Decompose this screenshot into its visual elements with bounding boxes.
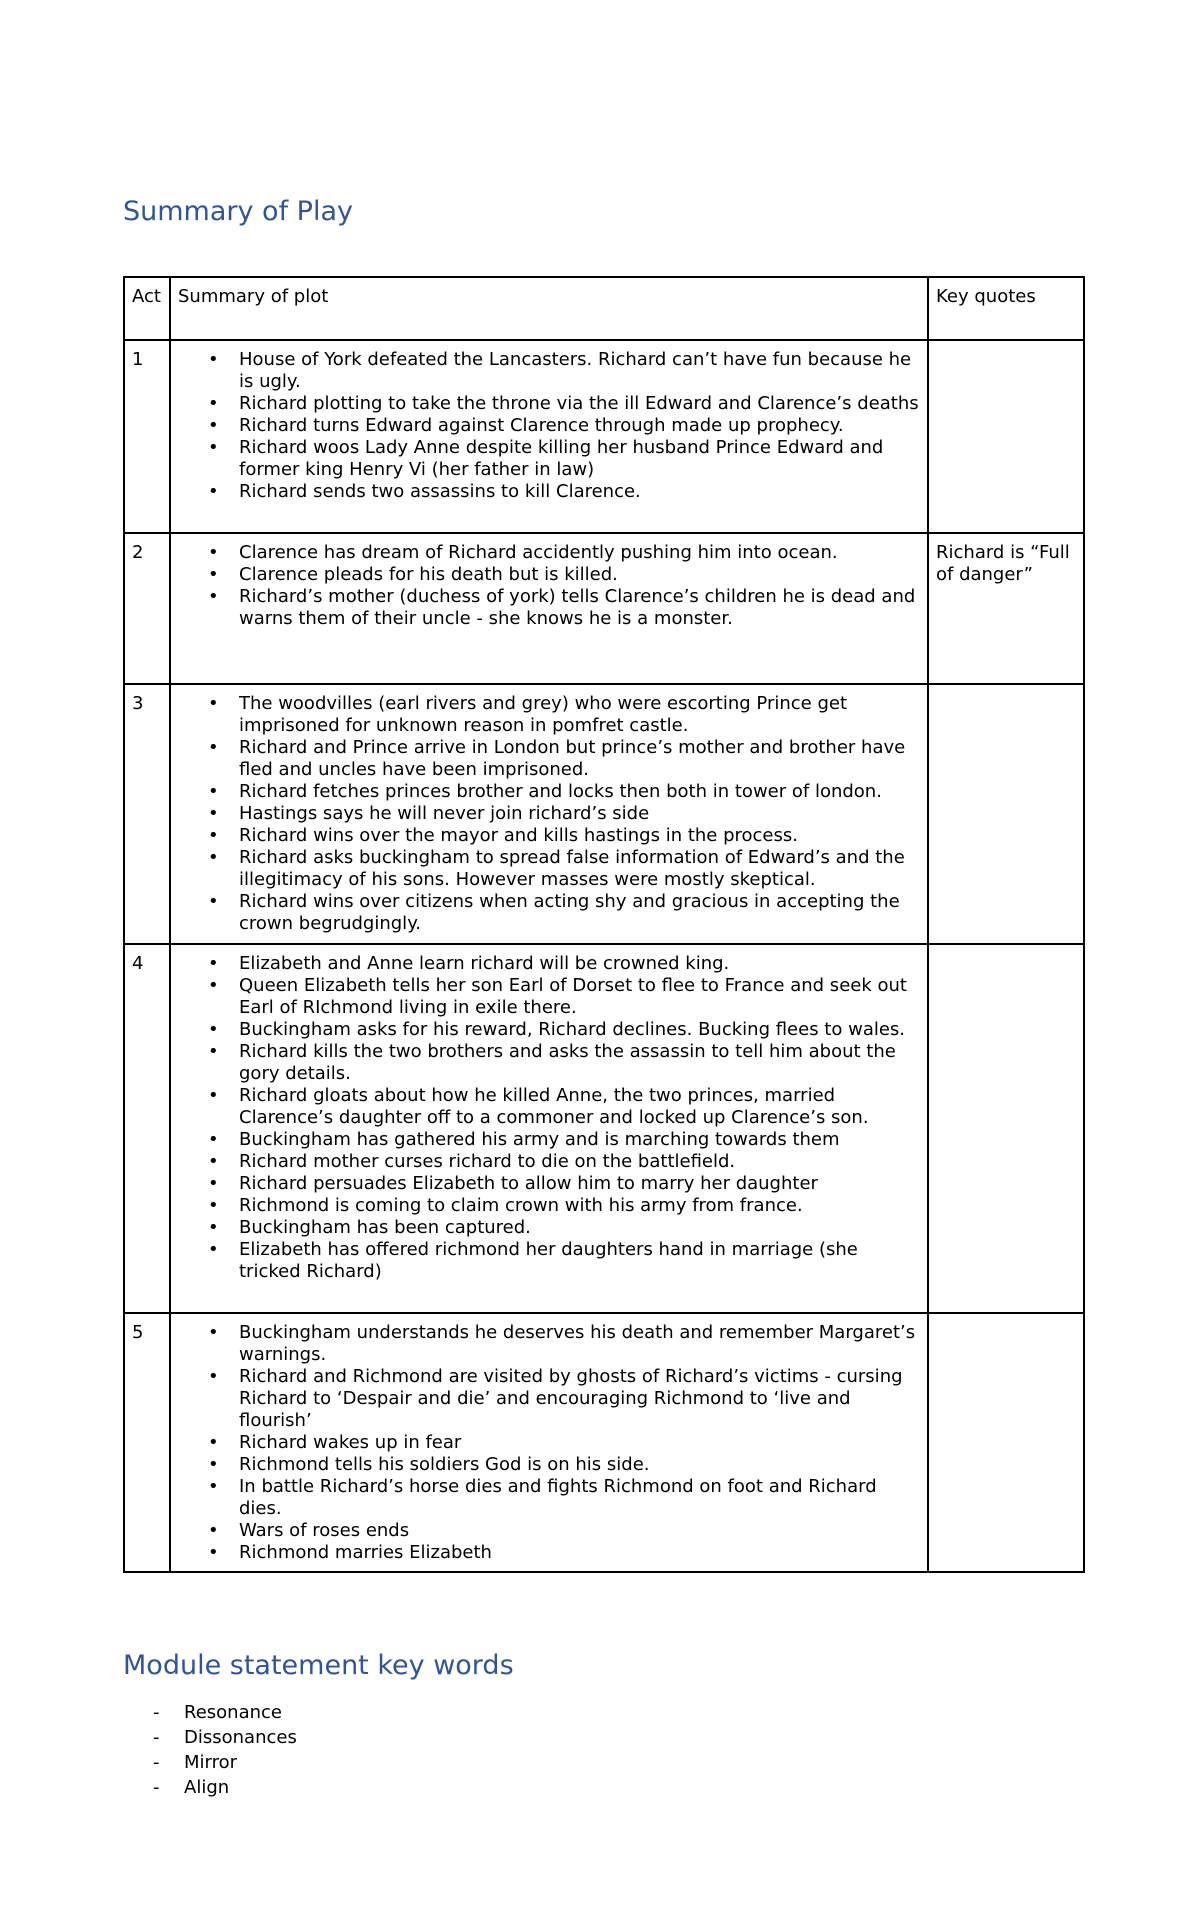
table-row [124,684,1084,944]
header-summary: Summary of plot [170,277,928,340]
key-quote [928,340,1084,533]
list-item: • Richmond is coming to claim crown with his army from france. [239,1195,920,1217]
list-item: - Dissonances [153,1725,297,1750]
bullet-list [178,693,920,935]
module-heading: Module statement key words [123,1650,514,1681]
list-item: • Clarence pleads for his death but is killed. [239,564,920,586]
act-number: 4 [124,944,170,1313]
bullet-list [178,349,920,503]
list-item: • Richard turns Edward against Clarence through made up prophecy. [239,415,920,437]
list-item: • The woodvilles (earl rivers and grey) who were escorting Prince get imprisoned for unknown reason in pomfret castle. [239,693,920,737]
act-summary [170,1313,928,1572]
list-item: • Richard gloats about how he killed Anne, the two princes, married Clarence’s daughter off to a commoner and locked up Clarence’s son. [239,1085,920,1129]
act-number: 3 [124,684,170,944]
table-row [124,340,1084,533]
act-number: 2 [124,533,170,684]
list-item: • Buckingham has been captured. [239,1217,920,1239]
list-item: - Mirror [153,1750,297,1775]
table-row [124,1313,1084,1572]
bullet-list [178,1322,920,1564]
list-item: • Richard wins over the mayor and kills hastings in the process. [239,825,920,847]
list-item: • Richmond marries Elizabeth [239,1542,920,1564]
list-item: • Buckingham has gathered his army and is marching towards them [239,1129,920,1151]
list-item: • Richard and Prince arrive in London but prince’s mother and brother have fled and uncles have been imprisoned. [239,737,920,781]
list-item: • Elizabeth has offered richmond her daughters hand in marriage (she tricked Richard) [239,1239,920,1283]
keyword-list [153,1700,297,1800]
list-item: • Richard plotting to take the throne via the ill Edward and Clarence’s deaths [239,393,920,415]
list-item: • Buckingham asks for his reward, Richard declines. Bucking flees to wales. [239,1019,920,1041]
list-item: • Richard wakes up in fear [239,1432,920,1454]
key-quote [928,944,1084,1313]
list-item: • Clarence has dream of Richard accidently pushing him into ocean. [239,542,920,564]
list-item: • Richard persuades Elizabeth to allow him to marry her daughter [239,1173,920,1195]
list-item: • Richard wins over citizens when acting shy and gracious in accepting the crown begrudgingly. [239,891,920,935]
header-key-quotes: Key quotes [928,277,1084,340]
plot-summary-table [123,276,1085,1573]
key-quote [928,684,1084,944]
bullet-list [178,953,920,1283]
list-item: • Buckingham understands he deserves his death and remember Margaret’s warnings. [239,1322,920,1366]
summary-heading: Summary of Play [123,196,353,227]
list-item: • Elizabeth and Anne learn richard will be crowned king. [239,953,920,975]
list-item: • Richard fetches princes brother and locks then both in tower of london. [239,781,920,803]
list-item: • Richard sends two assassins to kill Clarence. [239,481,920,503]
key-quote [928,1313,1084,1572]
key-quote: Richard is “Full of danger” [928,533,1084,684]
list-item: • Richard woos Lady Anne despite killing her husband Prince Edward and former king Henry Vi (her father in law) [239,437,920,481]
list-item: • Richard and Richmond are visited by ghosts of Richard’s victims - cursing Richard to ‘Despair and die’ and encouraging Richmond to ‘live and flourish’ [239,1366,920,1432]
act-summary [170,340,928,533]
act-number: 1 [124,340,170,533]
list-item: • Hastings says he will never join richard’s side [239,803,920,825]
table-row [124,944,1084,1313]
list-item: • Richmond tells his soldiers God is on his side. [239,1454,920,1476]
act-summary [170,684,928,944]
list-item: • Queen Elizabeth tells her son Earl of Dorset to flee to France and seek out Earl of RIchmond living in exile there. [239,975,920,1019]
list-item: • In battle Richard’s horse dies and fights Richmond on foot and Richard dies. [239,1476,920,1520]
act-number: 5 [124,1313,170,1572]
bullet-list [178,542,920,630]
list-item: - Resonance [153,1700,297,1725]
act-summary [170,533,928,684]
list-item: • Richard’s mother (duchess of york) tells Clarence’s children he is dead and warns them of their uncle - she knows he is a monster. [239,586,920,630]
list-item: • Richard kills the two brothers and asks the assassin to tell him about the gory details. [239,1041,920,1085]
list-item: - Align [153,1775,297,1800]
list-item: • Richard asks buckingham to spread false information of Edward’s and the illegitimacy of his sons. However masses were mostly skeptical. [239,847,920,891]
list-item: • Wars of roses ends [239,1520,920,1542]
list-item: • Richard mother curses richard to die on the battlefield. [239,1151,920,1173]
act-summary [170,944,928,1313]
header-act: Act [124,277,170,340]
list-item: • House of York defeated the Lancasters. Richard can’t have fun because he is ugly. [239,349,920,393]
table-row [124,533,1084,684]
table-header-row [124,277,1084,340]
